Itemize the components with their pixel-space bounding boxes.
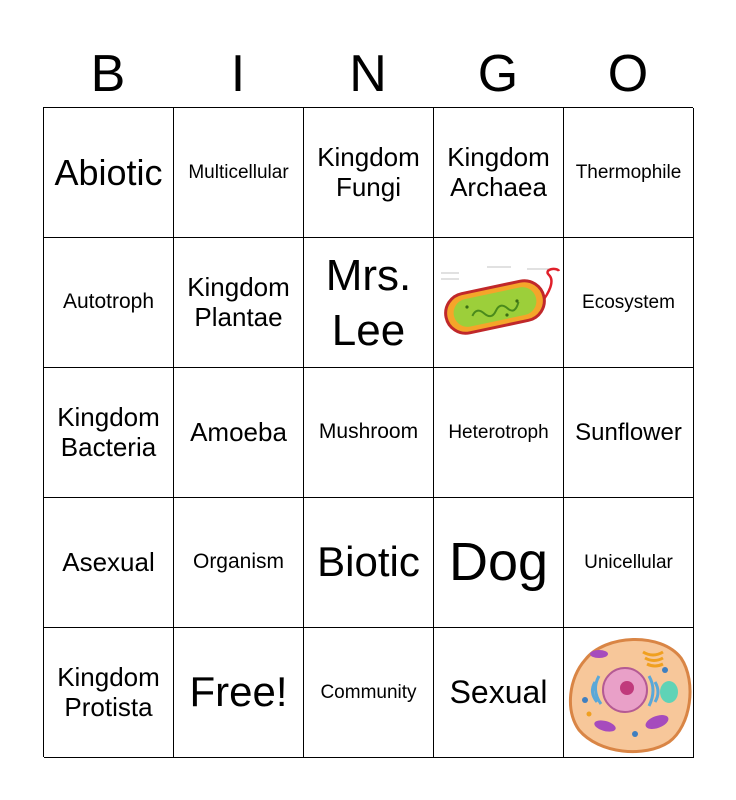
cell-text: Heterotroph: [448, 421, 549, 443]
bingo-cell[interactable]: [564, 498, 694, 628]
cell-text: Multicellular: [188, 161, 289, 183]
header-letter-b: B: [90, 45, 126, 103]
cell-text: Community: [320, 681, 417, 703]
bingo-cell[interactable]: [44, 108, 174, 238]
bingo-cell[interactable]: [304, 368, 434, 498]
bingo-cell-free-space[interactable]: [174, 628, 304, 758]
bingo-header: [43, 40, 693, 108]
bingo-cell[interactable]: [564, 368, 694, 498]
bingo-cell[interactable]: [564, 238, 694, 368]
bingo-cell[interactable]: [174, 238, 304, 368]
cell-text: Ecosystem: [582, 291, 675, 313]
bingo-cell[interactable]: [434, 108, 564, 238]
bingo-board: [43, 107, 693, 757]
bingo-cell[interactable]: [174, 108, 304, 238]
header-letter-n: N: [349, 45, 387, 103]
cell-text: Thermophile: [575, 161, 682, 183]
bingo-cell[interactable]: [304, 108, 434, 238]
bingo-cell[interactable]: [434, 368, 564, 498]
bingo-cell[interactable]: [44, 368, 174, 498]
cell-text: Kingdom Protista: [57, 661, 160, 722]
cell-text: Amoeba: [190, 416, 287, 447]
bingo-cell[interactable]: [44, 628, 174, 758]
cell-text: Kingdom Archaea: [447, 141, 550, 202]
bingo-cell[interactable]: [174, 498, 304, 628]
cell-text: Kingdom Plantae: [187, 271, 290, 332]
bingo-cell[interactable]: [564, 108, 694, 238]
cell-text: Asexual: [62, 546, 155, 577]
cell-text: Organism: [192, 550, 285, 574]
bingo-cell[interactable]: [304, 238, 434, 368]
header-letter-g: G: [477, 45, 519, 103]
bingo-cell[interactable]: [44, 498, 174, 628]
bingo-cell[interactable]: [564, 628, 694, 758]
cell-text: Kingdom Fungi: [317, 141, 420, 202]
cell-text: Biotic: [317, 538, 420, 586]
animal-cell-diagram-icon: [565, 630, 693, 756]
bingo-cell[interactable]: [44, 238, 174, 368]
bingo-cell[interactable]: [434, 628, 564, 758]
cell-text: Unicellular: [584, 551, 673, 573]
bingo-cell[interactable]: [174, 368, 304, 498]
cell-text: Dog: [448, 532, 549, 593]
cell-text: Mushroom: [318, 420, 419, 444]
cell-text: Free!: [189, 668, 288, 716]
cell-text: Autotroph: [62, 290, 155, 314]
bingo-cell[interactable]: [304, 498, 434, 628]
bingo-cell[interactable]: [434, 498, 564, 628]
cell-text: Mrs. Lee: [325, 250, 412, 355]
cell-text: Kingdom Bacteria: [57, 401, 160, 462]
header-letter-i: I: [230, 45, 246, 103]
cell-text: Sexual: [449, 674, 548, 711]
header-letter-o: O: [607, 45, 649, 103]
cell-text: Sunflower: [575, 418, 682, 446]
cell-text: Abiotic: [54, 151, 163, 193]
bingo-cell[interactable]: [304, 628, 434, 758]
bingo-cell[interactable]: [434, 238, 564, 368]
bacterium-cell-diagram-icon: [437, 263, 561, 343]
